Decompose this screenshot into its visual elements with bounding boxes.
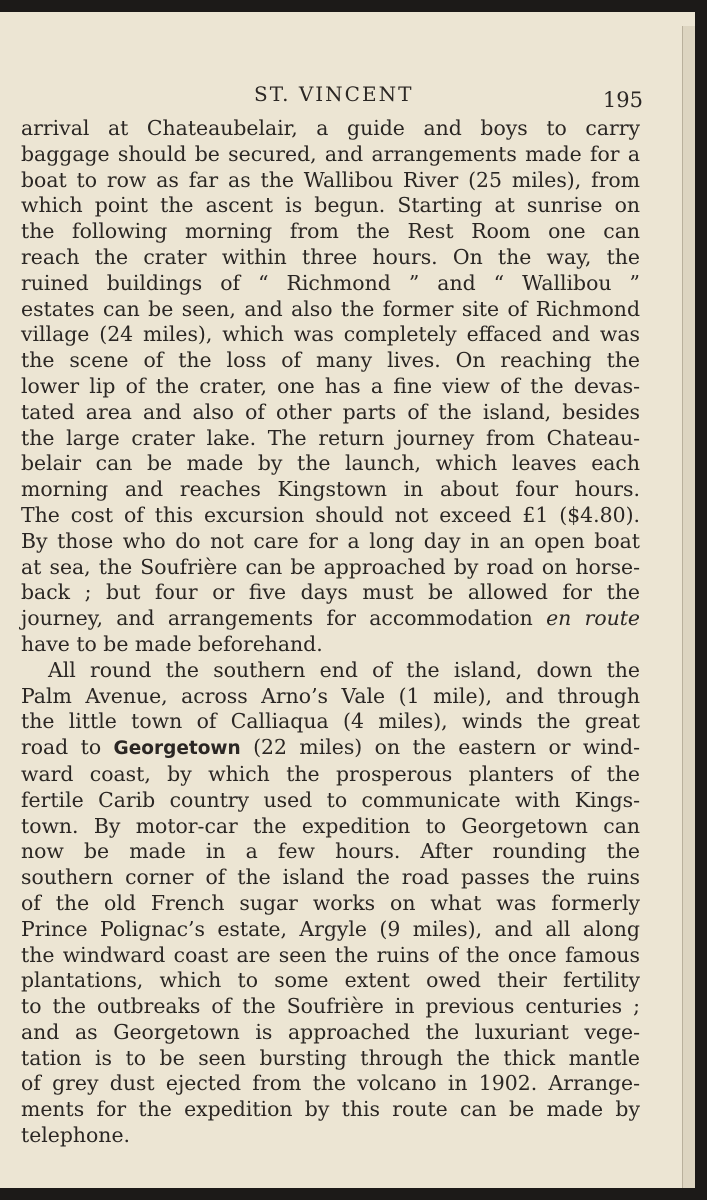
text-fragment: journey, and arrangements for accommodation [21,606,533,631]
text-line: to the outbreaks of the Soufrière in previous centuries ; [21,994,640,1019]
text-line: the following morning from the Rest Room one can [21,219,640,244]
book-page [0,12,695,1188]
paragraph-1 [21,116,640,658]
body-text [21,116,640,1149]
text-line: have to be made beforehand. [21,631,323,656]
text-line: of the old French sugar works on what was formerly [21,890,640,915]
text-line: the little town of Calliaqua (4 miles), winds the great [21,709,640,734]
text-line: baggage should be secured, and arrangements made for a [21,141,640,166]
text-fragment: road to [21,735,102,760]
text-line: Palm Avenue, across Arno’s Vale (1 mile), and through [21,683,640,708]
text-line: which point the ascent is begun. Starting at sunrise on [21,193,640,218]
text-line: ruined buildings of “ Richmond ” and “ Wallibou ” [21,270,640,295]
text-line: village (24 miles), which was completely effaced and was [21,322,640,347]
text-line: fertile Carib country used to communicate with Kings- [21,787,640,812]
text-line: telephone. [21,1123,130,1148]
text-line: now be made in a few hours. After rounding the [21,839,640,864]
text-line: plantations, which to some extent owed their fertility [21,968,640,993]
text-line [21,606,640,632]
text-line: the scene of the loss of many lives. On reaching the [21,348,640,373]
text-line: tation is to be seen bursting through the thick mantle [21,1045,640,1070]
text-line: Prince Polignac’s estate, Argyle (9 miles), and all along [21,916,640,941]
text-line: reach the crater within three hours. On the way, the [21,244,640,269]
paragraph-2 [21,658,640,1149]
text-line: estates can be seen, and also the former site of Richmond [21,296,640,321]
text-line: town. By motor-car the expedition to Georgetown can [21,813,640,838]
text-line: and as Georgetown is approached the luxuriant vege- [21,1019,640,1044]
page-number: 195 [602,88,643,112]
text-line: arrival at Chateaubelair, a guide and boys to carry [21,116,640,140]
text-line: ments for the expedition by this route can be made by [21,1097,640,1122]
text-line: The cost of this excursion should not exceed £1 ($4.80). [21,502,640,527]
text-line: morning and reaches Kingstown in about four hours. [21,477,640,502]
page-header [0,82,695,112]
text-line [21,735,640,762]
bold-place-name: Georgetown [113,738,241,760]
text-line: southern corner of the island the road passes the ruins [21,865,640,890]
running-head: ST. VINCENT [254,82,414,106]
text-line: lower lip of the crater, one has a fine view of the devas- [21,373,640,398]
text-fragment: (22 miles) on the eastern or wind- [253,735,640,760]
text-line: boat to row as far as the Wallibou River (25 miles), from [21,167,640,192]
text-line: ward coast, by which the prosperous planters of the [21,761,640,786]
text-line: the large crater lake. The return journey from Chateau- [21,425,640,450]
text-line: All round the southern end of the island, down the [48,657,640,682]
italic-phrase: en route [546,606,640,631]
text-line: belair can be made by the launch, which leaves each [21,451,640,476]
text-line: tated area and also of other parts of the island, besides [21,399,640,424]
text-line: back ; but four or five days must be allowed for the [21,580,640,605]
text-line: at sea, the Soufrière can be approached by road on horse- [21,554,640,579]
text-line: the windward coast are seen the ruins of the once famous [21,942,640,967]
page-edge [682,26,695,1188]
text-line: of grey dust ejected from the volcano in 1902. Arrange- [21,1071,640,1096]
text-line: By those who do not care for a long day in an open boat [21,528,640,553]
